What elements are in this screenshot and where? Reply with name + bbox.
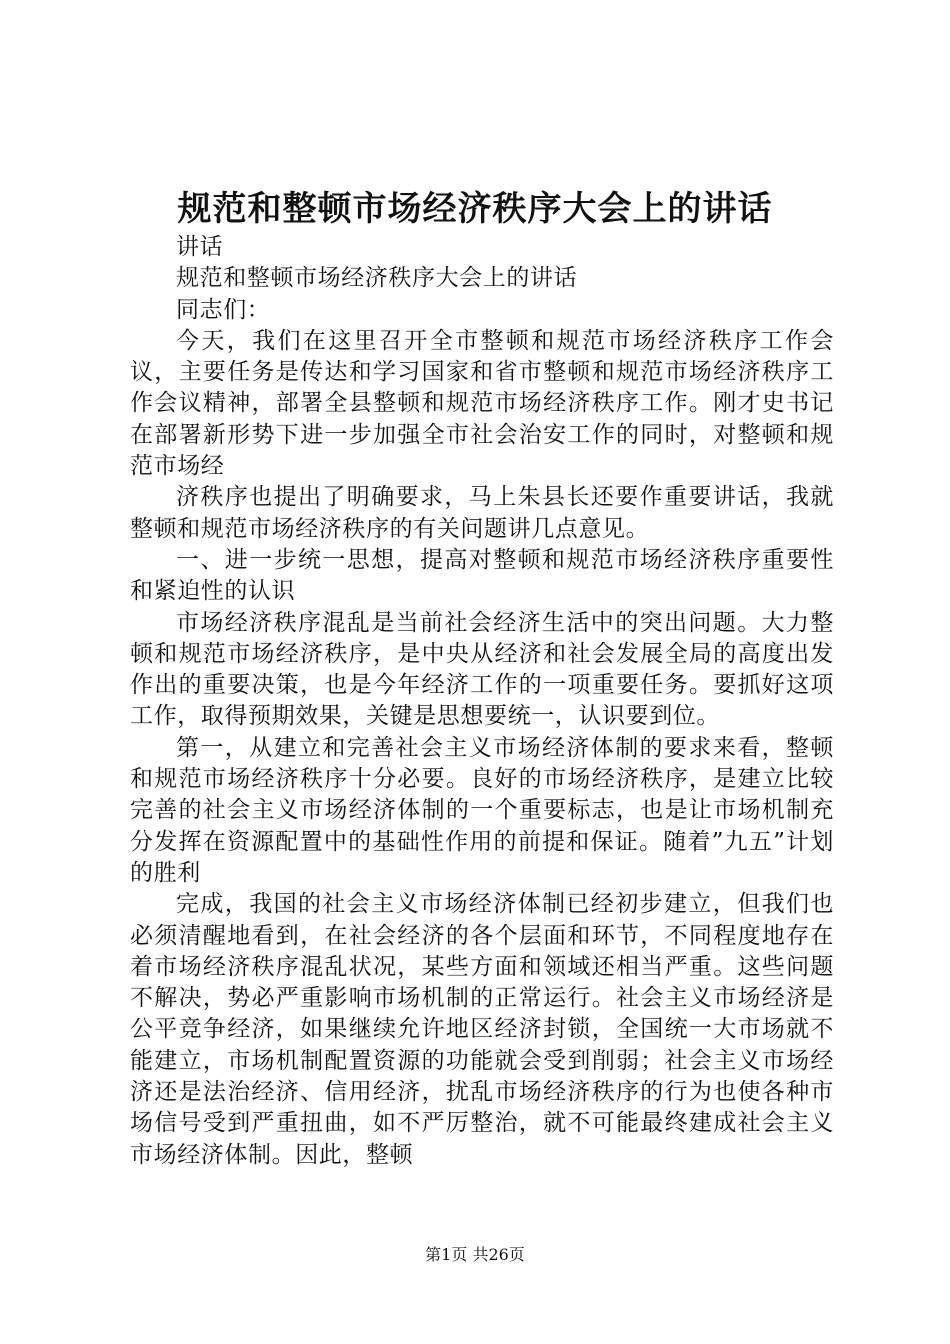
paragraph: 完成，我国的社会主义市场经济体制已经初步建立，但我们也必须清醒地看到，在社会经济的各个层面和环节，不同程度地存在着市场经济秩序混乱状况，某些方面和领域还相当严重。这些问题不解决，势必严重影响市场机制的正常运行。社会主义市场经济是公平竞争经济，如果继续允许地区经济封锁，全国统一大市场就不能建立，市场机制配置资源的功能就会受到削弱；社会主义市场经济还是法治经济、信用经济，扰乱市场经济秩序的行为也使各种市场信号受到严重扭曲，如不严厉整治，就不可能最终建成社会主义市场经济体制。因此，整顿 bbox=[130, 891, 834, 1168]
paragraph: 今天，我们在这里召开全市整顿和规范市场经济秩序工作会议，主要任务是传达和学习国家和省市整顿和规范市场经济秩序工作会议精神，部署全县整顿和规范市场经济秩序工作。刚才史书记在部署新形势下进一步加强全市社会治安工作的同时，对整顿和规范市场经 bbox=[130, 327, 834, 480]
paragraph: 市场经济秩序混乱是当前社会经济生活中的突出问题。大力整顿和规范市场经济秩序，是中央从经济和社会发展全局的高度出发作出的重要决策，也是今年经济工作的一项重要任务。要抓好这项工作，取得预期效果，关键是思想要统一，认识要到位。 bbox=[130, 609, 834, 730]
paragraph: 第一，从建立和完善社会主义市场经济体制的要求来看，整顿和规范市场经济秩序十分必要。良好的市场经济秩序，是建立比较完善的社会主义市场经济体制的一个重要标志，也是让市场机制充分发挥在资源配置中的基础性作用的前提和保证。随着”九五”计划的胜利 bbox=[130, 734, 834, 886]
paragraph-salutation: 同志们： bbox=[176, 296, 271, 323]
section-heading: 一、进一步统一思想，提高对整顿和规范市场经济秩序重要性和紧迫性的认识 bbox=[130, 546, 834, 605]
document-body bbox=[130, 232, 834, 1171]
page-footer: 第1页 共26页 bbox=[425, 1245, 525, 1264]
document-title: 规范和整顿市场经济秩序大会上的讲话 bbox=[177, 189, 773, 229]
paragraph-category: 讲话 bbox=[176, 234, 224, 260]
paragraph-subtitle: 规范和整顿市场经济秩序大会上的讲话 bbox=[176, 265, 578, 292]
paragraph: 济秩序也提出了明确要求，马上朱县长还要作重要讲话，我就整顿和规范市场经济秩序的有关问题讲几点意见。 bbox=[130, 484, 834, 542]
